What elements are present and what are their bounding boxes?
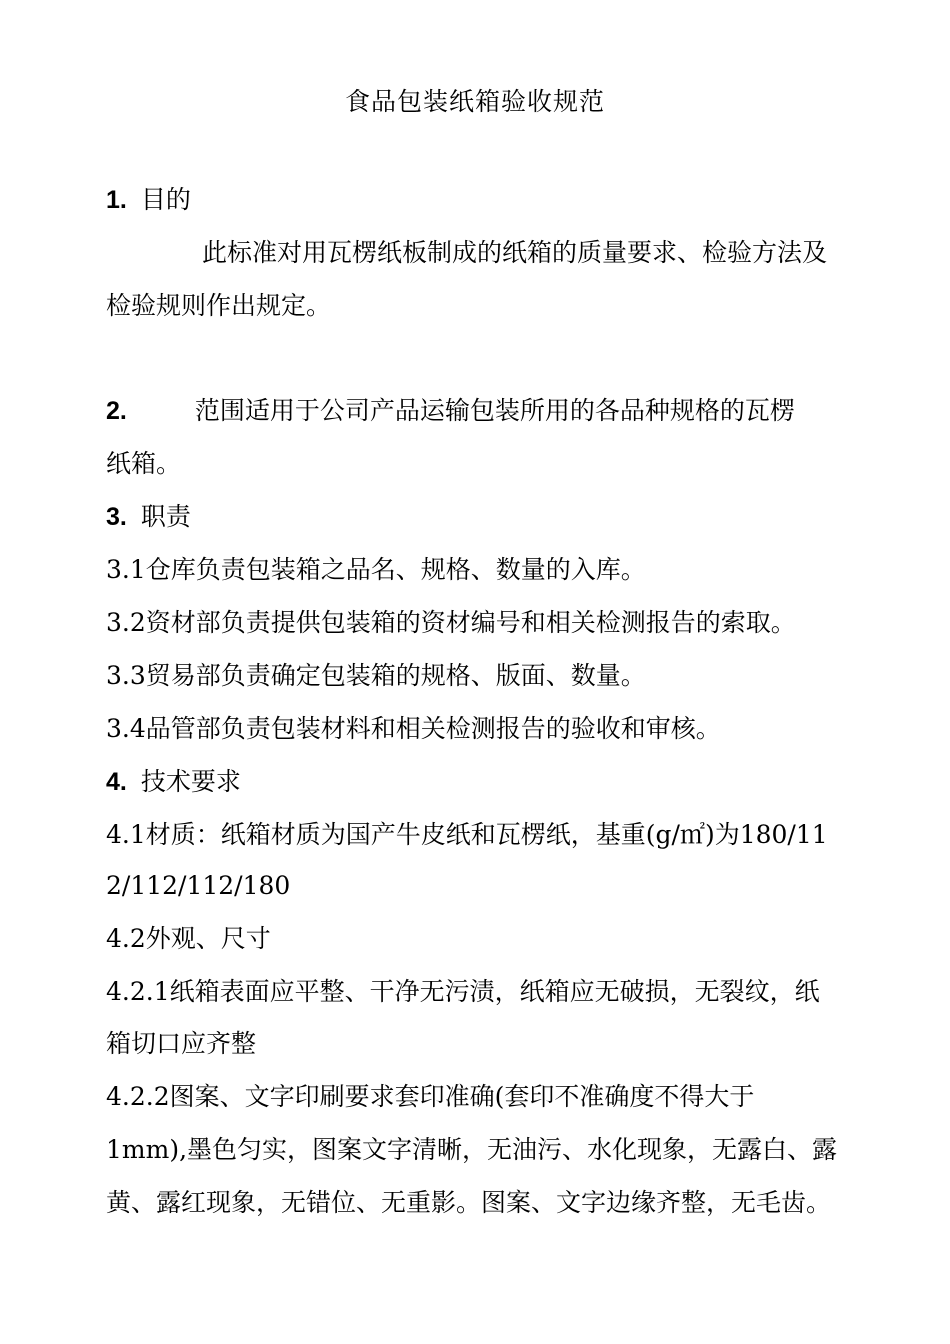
item-3-4: 3.4品管部负责包装材料和相关检测报告的验收和审核。 — [106, 714, 721, 743]
section-1-paragraph-line-2: 检验规则作出规定。 — [106, 291, 332, 320]
item-4-1-line-2: 2/112/112/180 — [106, 871, 291, 900]
section-1-title: 目的 — [140, 185, 191, 214]
section-4-number: 4. — [106, 768, 127, 796]
section-3-number: 3. — [106, 503, 127, 531]
item-4-2: 4.2外观、尺寸 — [106, 924, 271, 953]
item-4-2-2-line-2: 1mm),墨色匀实，图案文字清晰，无油污、水化现象，无露白、露 — [106, 1135, 838, 1164]
document-title: 食品包装纸箱验收规范 — [344, 87, 605, 116]
section-1-paragraph-line-1: 此标准对用瓦楞纸板制成的纸箱的质量要求、检验方法及 — [202, 238, 828, 267]
section-1-heading — [106, 180, 896, 220]
section-2-number: 2. — [106, 397, 127, 425]
section-4-title: 技术要求 — [140, 767, 241, 796]
item-4-2-1-line-1: 4.2.1纸箱表面应平整、干净无污渍，纸箱应无破损，无裂纹，纸 — [106, 977, 820, 1006]
section-1-number: 1. — [106, 186, 127, 214]
item-3-2: 3.2资材部负责提供包装箱的资材编号和相关检测报告的索取。 — [106, 608, 796, 637]
item-4-2-1-line-2: 箱切口应齐整 — [106, 1029, 257, 1058]
item-4-2-2-line-3: 黄、露红现象，无错位、无重影。图案、文字边缘齐整，无毛齿。 — [106, 1188, 832, 1217]
item-3-1: 3.1仓库负责包装箱之品名、规格、数量的入库。 — [106, 555, 646, 584]
section-3-title: 职责 — [140, 502, 191, 531]
section-3-heading — [106, 497, 896, 537]
section-2-text: 范围适用于公司产品运输包装所用的各品种规格的瓦楞 — [194, 396, 795, 425]
item-4-2-2-line-1: 4.2.2图案、文字印刷要求套印准确(套印不准确度不得大于 — [106, 1082, 755, 1111]
item-3-3: 3.3贸易部负责确定包装箱的规格、版面、数量。 — [106, 661, 646, 690]
item-4-1-line-1: 4.1材质：纸箱材质为国产牛皮纸和瓦楞纸，基重(g/㎡)为180/11 — [106, 820, 828, 849]
section-2-line-2: 纸箱。 — [106, 449, 182, 478]
section-4-heading — [106, 762, 896, 802]
section-2-line-1 — [106, 391, 896, 431]
